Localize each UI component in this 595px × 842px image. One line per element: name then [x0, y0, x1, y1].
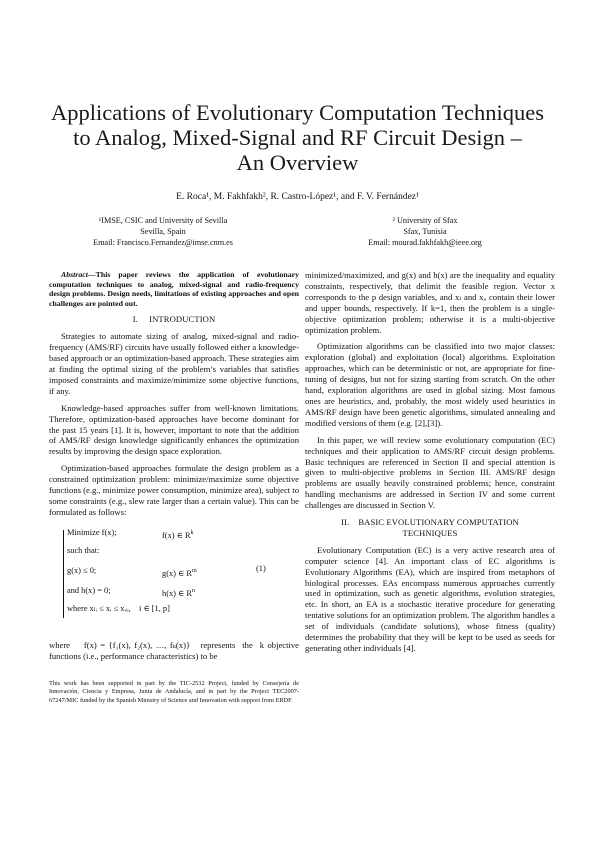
left-column — [49, 270, 299, 705]
right-column — [305, 270, 555, 660]
eq-equality: and h(x) = 0; — [67, 585, 111, 595]
affiliation-1-institution: ¹IMSE, CSIC and University of Sevilla — [98, 216, 228, 225]
intro-paragraph-1: Strategies to automate sizing of analog, mixed-signal and radio-frequency (AMS/RF) circuits have usually followed either a knowledge-based approach or an optimization-based approach. These strategies aim at finding the optimal sizing of the problem’s variables that satisfies imposed constraints and maximize/minimize some objective functions, if any. — [49, 331, 299, 396]
eq-bounds: where xₗᵢ ≤ xᵢ ≤ xᵤᵢ, i ∈ [1, p] — [67, 603, 170, 613]
affiliation-1-location: Sevilla, Spain — [140, 227, 186, 236]
title-line-1: Applications of Evolutionary Computation Techniques — [51, 100, 544, 125]
eq-equality-space: h(x) ∈ $R^n$ — [162, 587, 195, 598]
section-heading-introduction: I. INTRODUCTION — [132, 314, 216, 325]
affiliation-1-email: Email: Francisco.Fernandez@imse.cnm.es — [93, 238, 233, 247]
equation-brace — [63, 530, 64, 618]
eq-inequality-space: g(x) ∈ $R^m$ — [162, 567, 197, 578]
where-paragraph: where f(x) = {f₁(x), f₂(x), …, fₖ(x)} represents the k objective functions (i.e., performance characteristics) to be — [49, 639, 299, 661]
eq-objective-space: f(x) ∈ $R^k$ — [162, 529, 194, 540]
right-paragraph-2: Optimization algorithms can be classified into two major classes: exploration (global) and exploitation (local) algorithms. Exploitation approaches, which can be deterministic or not, are appropriate for fine-tuning of designs, but not for sizing starting from scratch. On the other hand, exploration algorithms are used in global sizing. Most famous ones are heuristics, and, probably, the most widely used heuristics in AMS/RF design have been genetic algorithms, simulated annealing and modified versions of them (e.g. [2],[3]). — [305, 341, 555, 428]
right-paragraph-3: In this paper, we will review some evolutionary computation (EC) techniques and their application to AMS/RF circuit design problems. Basic techniques are referenced in Section II and special attention is given to multi-objective problems in Section III. AMS/RF design problems are usually heavily constrained problems; hence, constraint handling mechanisms are addressed in Section IV and some current challenges are discussed in Section V. — [305, 434, 555, 511]
eq-such-that: such that: — [67, 545, 100, 555]
eq-inequality: g(x) ≤ 0; — [67, 565, 97, 575]
eq-minimize: Minimize f(x); — [67, 527, 117, 537]
affiliation-2-email: Email: mourad.fakhfakh@ieee.org — [368, 238, 482, 247]
paper-title — [20, 100, 575, 175]
section-heading-basic-ec-line2: TECHNIQUES — [402, 527, 458, 538]
equation-number: (1) — [256, 563, 266, 573]
affiliation-2-institution: ² University of Sfax — [392, 216, 458, 225]
affiliation-2-location: Sfax, Tunisia — [403, 227, 447, 236]
affiliation-2 — [310, 215, 540, 248]
intro-paragraph-3: Optimization-based approaches formulate the design problem as a constrained optimization problem: minimize/maximize some objective functions (e.g., minimize power consumption, minimize area), subject to some constraints (e.g., slew rate larger than a certain value). This can be formulated as follows: — [49, 463, 299, 517]
title-line-2: to Analog, Mixed-Signal and RF Circuit Design – — [73, 125, 522, 150]
title-line-3: An Overview — [236, 150, 359, 175]
section-heading-basic-ec: II. BASIC EVOLUTIONARY COMPUTATION — [341, 517, 519, 528]
right-paragraph-1: minimized/maximized, and g(x) and h(x) are the inequality and equality constraints, respectively, that delimit the feasible region. Vector x corresponds to the p design variables, and xₗ and xᵤ contain their lower and upper bounds, respectively. If k=1, then the problem is a single-objective optimization problem; otherwise it is a multi-objective optimization problem. — [305, 270, 555, 335]
funding-footnote: This work has been supported in part by the TIC-2532 Project, funded by Consejería de Innovación, Ciencia y Empresa, Junta de Andalucía, and in part by the Project TEC2007-67247/MIC funded by the Spanish Ministry of Science and Innovation with support from ERDF. — [49, 679, 299, 704]
abstract-label: Abstract— — [61, 270, 96, 279]
affiliation-1 — [48, 215, 278, 248]
author-list: E. Roca¹, M. Fakhfakh², R. Castro-López¹, and F. V. Fernández¹ — [176, 192, 419, 202]
basic-ec-paragraph: Evolutionary Computation (EC) is a very active research area of computer science [4]. An important class of EC algorithms is Evolutionary Algorithms (EA), which are inspired from metaphors of biological processes. EAs encompass numerous approaches currently used in optimization, such as genetic algorithms, evolution strategies, etc. In short, an EA is a stochastic iterative procedure for generating tentative solutions for an optimization problem. The algorithm handles a set of individuals (candidate solutions), whose fitness (quality) determines the probability that they will be kept to be used as seeds for generating other individuals [4]. — [305, 544, 555, 653]
abstract — [49, 270, 299, 308]
abstract-text: This paper reviews the application of evolutionary computation techniques to analog, mixed-signal and radio-frequency design problems. Design needs, limitations of existing approaches and open challenges are pointed out. — [49, 270, 299, 308]
equation-1 — [49, 524, 299, 632]
intro-paragraph-2: Knowledge-based approaches suffer from well-known limitations. Therefore, optimization-based approaches have become dominant for the past 15 years [1]. It is, however, important to note that the addition of AMS/RF design knowledge significantly enhances the optimization results by improving the design space exploration. — [49, 402, 299, 457]
